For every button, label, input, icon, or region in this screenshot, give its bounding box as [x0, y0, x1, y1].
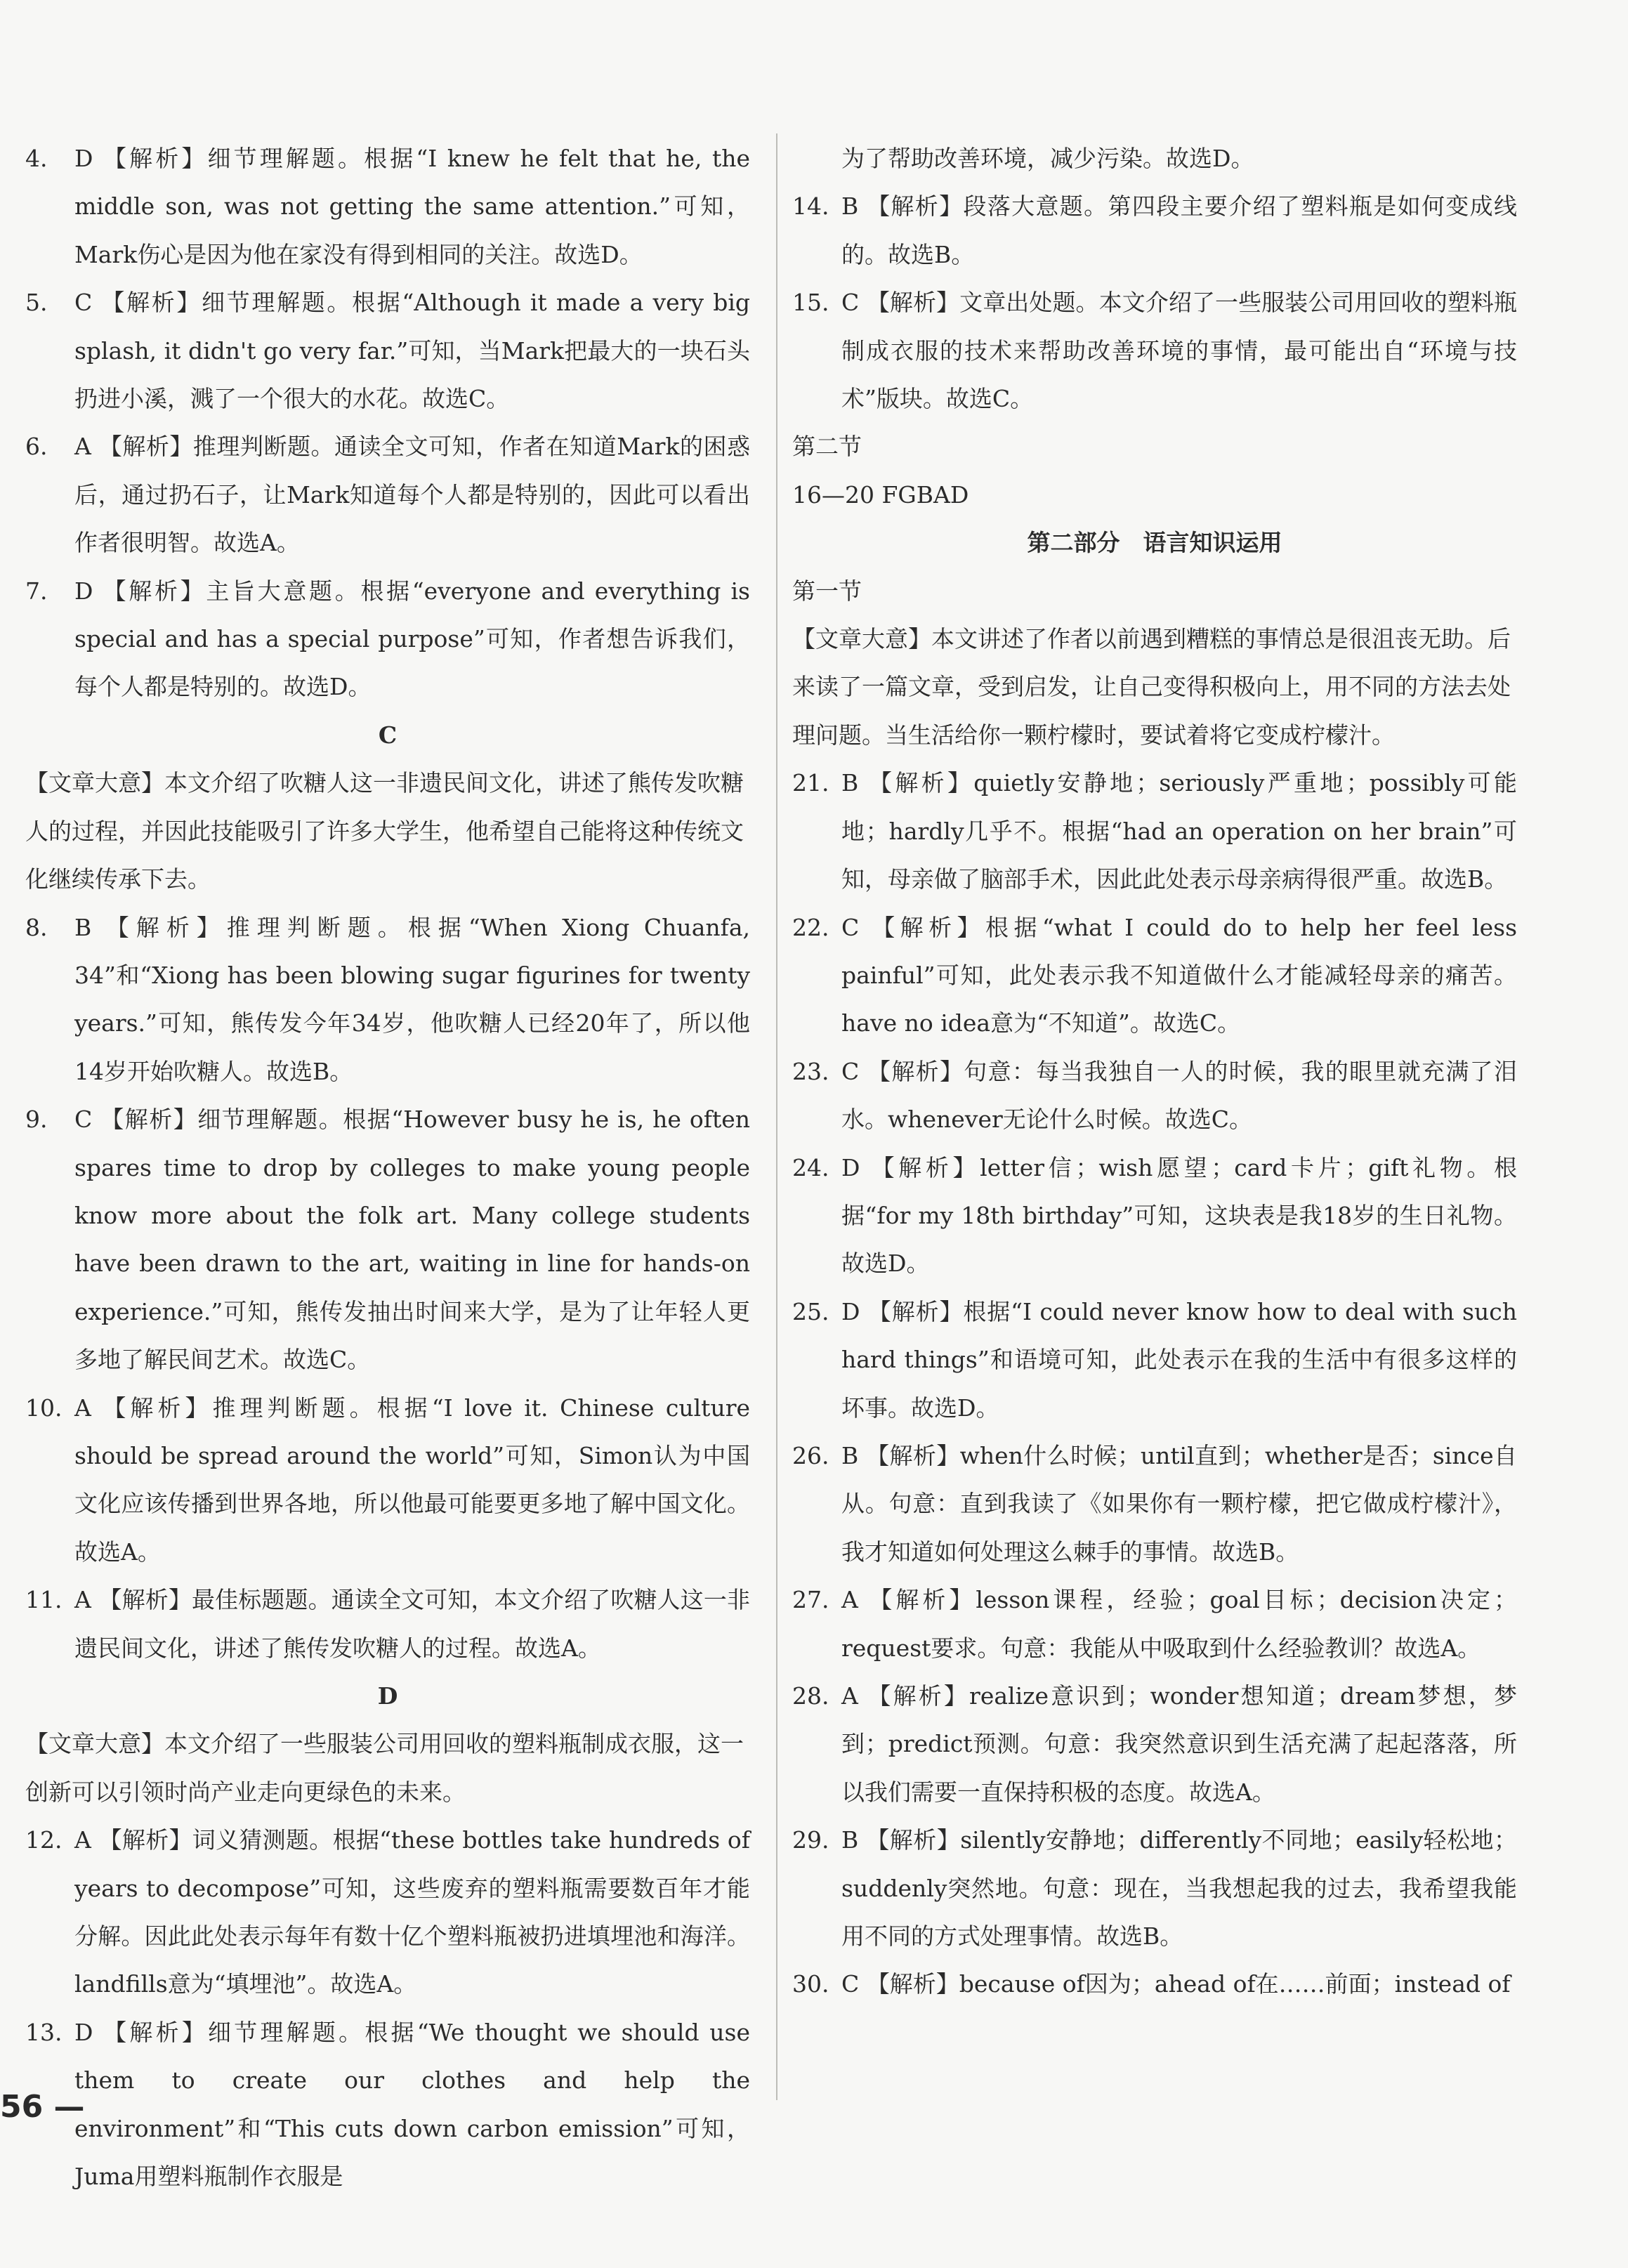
answer-number: 10.: [25, 1394, 63, 1422]
cloze-items: [792, 759, 1517, 2009]
answer-item: [792, 1288, 1517, 1432]
section2-label: 第二节: [792, 433, 862, 461]
answer-item: [25, 1576, 750, 1672]
answer-item: [25, 279, 750, 423]
answer-number: 15.: [792, 289, 829, 317]
left-items-group: [25, 135, 750, 712]
column-divider: [776, 133, 777, 2100]
answer-item: [792, 759, 1517, 903]
answer-item: [25, 1096, 750, 1384]
section1-label: 第一节: [792, 577, 862, 605]
answer-text: A 【解析】推理判断题。根据“I love it. Chinese culture should be spread around the world”可知，Simon认为中国文化应该传播到世界各地，所以他最可能要更多地了解中国文化。故选A。: [74, 1394, 750, 1566]
section-c-items: [25, 904, 750, 1673]
continuation-text: 为了帮助改善环境，减少污染。故选D。: [841, 145, 1254, 172]
answer-number: 29.: [792, 1826, 829, 1854]
answer-number: 8.: [25, 913, 48, 941]
answer-number: 14.: [792, 192, 829, 221]
answer-item: [25, 1384, 750, 1577]
section-d-items: [25, 1816, 750, 2201]
section-c-heading: C: [378, 721, 398, 749]
answer-item: [25, 568, 750, 712]
answer-number: 30.: [792, 1970, 829, 1998]
answer-item: [792, 1816, 1517, 1960]
page-number: 56 —: [0, 2089, 85, 2125]
answer-number: 27.: [792, 1586, 829, 1614]
answer-number: 24.: [792, 1153, 829, 1181]
answer-number: 7.: [25, 577, 48, 605]
section-d-summary: 【文章大意】本文介绍了一些服装公司用回收的塑料瓶制成衣服，这一创新可以引领时尚产业走向更绿色的未来。: [25, 1730, 744, 1806]
cloze-summary: 【文章大意】本文讲述了作者以前遇到糟糕的事情总是很沮丧无助。后来读了一篇文章，受到启发，让自己变得积极向上，用不同的方法去处理问题。当生活给你一颗柠檬时，要试着将它变成柠檬汁。: [792, 625, 1511, 749]
answer-number: 4.: [25, 145, 48, 172]
answer-text: D 【解析】根据“I could never know how to deal with such hard things”和语境可知，此处表示在我的生活中有很多这样的坏事。故选D。: [841, 1297, 1517, 1422]
answer-number: 23.: [792, 1057, 829, 1085]
answer-number: 22.: [792, 913, 829, 941]
answer-text: D 【解析】细节理解题。根据“We thought we should use them to create our clothes and help the environment”和“This cuts down carbon emission”可知，Juma用塑料瓶制作衣服是: [74, 2018, 750, 2191]
right-top-items: [792, 183, 1517, 423]
answer-text: A 【解析】词义猜测题。根据“these bottles take hundreds of years to decompose”可知，这些废弃的塑料瓶需要数百年才能分解。因此此处表示每年有数十亿个塑料瓶被扔进填埋池和海洋。landfills意为“填埋池”。故选A。: [74, 1826, 750, 1998]
answer-number: 11.: [25, 1586, 63, 1614]
answer-number: 5.: [25, 289, 48, 317]
answer-text: C 【解析】细节理解题。根据“Although it made a very big splash, it didn't go very far.”可知，当Mark把最大的一块石头扔进小溪，溅了一个很大的水花。故选C。: [74, 289, 750, 413]
answer-number: 6.: [25, 433, 48, 461]
answer-item: [25, 1816, 750, 2009]
answer-text: B 【解析】silently安静地；differently不同地；easily轻松地；suddenly突然地。句意：现在，当我想起我的过去，我希望我能用不同的方式处理事情。故选B。: [841, 1826, 1517, 1951]
answer-text: C 【解析】细节理解题。根据“However busy he is, he often spares time to drop by colleges to make young people know more about the folk art. Many college students have been drawn to the art, waiting in line for hands-on experience.”可知，熊传发抽出时间来大学，是为了让年轻人更多地了解民间艺术。故选C。: [74, 1106, 750, 1374]
answer-number: 12.: [25, 1826, 63, 1854]
answer-item: [792, 1672, 1517, 1816]
answer-number: 25.: [792, 1297, 829, 1325]
answer-text: A 【解析】推理判断题。通读全文可知，作者在知道Mark的困惑后，通过扔石子，让Mark知道每个人都是特别的，因此可以看出作者很明智。故选A。: [74, 433, 750, 557]
answer-number: 13.: [25, 2018, 63, 2046]
answer-item: [792, 1960, 1517, 2008]
answer-item: [792, 1576, 1517, 1672]
answer-item: [792, 279, 1517, 423]
section-d-heading: D: [377, 1682, 398, 1710]
answer-item: [25, 423, 750, 567]
answer-text: C 【解析】根据“what I could do to help her feel less painful”可知，此处表示我不知道做什么才能减轻母亲的痛苦。have no idea意为“不知道”。故选C。: [841, 913, 1517, 1037]
answer-item: [792, 1432, 1517, 1576]
section2-answers: 16—20 FGBAD: [792, 480, 969, 509]
right-column: [792, 135, 1517, 2009]
answer-text: D 【解析】细节理解题。根据“I knew he felt that he, the middle son, was not getting the same attention.”可知，Mark伤心是因为他在家没有得到相同的关注。故选D。: [74, 145, 750, 268]
left-column: [25, 135, 750, 2201]
answer-text: D 【解析】主旨大意题。根据“everyone and everything is special and has a special purpose”可知，作者想告诉我们，每个人都是特别的。故选D。: [74, 577, 750, 701]
answer-text: A 【解析】lesson课程，经验；goal目标；decision决定；request要求。句意：我能从中吸取到什么经验教训？故选A。: [841, 1586, 1517, 1662]
answer-text: B 【解析】推理判断题。根据“When Xiong Chuanfa, 34”和“Xiong has been blowing sugar figurines for twenty years.”可知，熊传发今年34岁，他吹糖人已经20年了，所以他14岁开始吹糖人。故选B。: [74, 913, 750, 1085]
answer-text: C 【解析】文章出处题。本文介绍了一些服装公司用回收的塑料瓶制成衣服的技术来帮助改善环境的事情，最可能出自“环境与技术”版块。故选C。: [841, 289, 1517, 413]
answer-text: C 【解析】句意：每当我独自一人的时候，我的眼里就充满了泪水。whenever无论什么时候。故选C。: [841, 1057, 1517, 1134]
answer-item: [25, 904, 750, 1096]
part2-title: 第二部分 语言知识运用: [1027, 529, 1282, 557]
answer-item: [792, 904, 1517, 1048]
answer-text: B 【解析】quietly安静地；seriously严重地；possibly可能地；hardly几乎不。根据“had an operation on her brain”可知，母亲做了脑部手术，因此此处表示母亲病得很严重。故选B。: [841, 769, 1517, 893]
answer-number: 9.: [25, 1106, 48, 1134]
answer-number: 26.: [792, 1441, 829, 1469]
answer-text: B 【解析】when什么时候；until直到；whether是否；since自从。句意：直到我读了《如果你有一颗柠檬，把它做成柠檬汁》，我才知道如何处理这么棘手的事情。故选B。: [841, 1441, 1517, 1566]
answer-text: A 【解析】最佳标题题。通读全文可知，本文介绍了吹糖人这一非遗民间文化，讲述了熊传发吹糖人的过程。故选A。: [74, 1586, 750, 1662]
answer-number: 21.: [792, 769, 829, 797]
answer-number: 28.: [792, 1682, 829, 1710]
answer-text: B 【解析】段落大意题。第四段主要介绍了塑料瓶是如何变成线的。故选B。: [841, 192, 1517, 268]
answer-item: [25, 135, 750, 279]
section-c-summary: 【文章大意】本文介绍了吹糖人这一非遗民间文化，讲述了熊传发吹糖人的过程，并因此技能吸引了许多大学生，他希望自己能将这种传统文化继续传承下去。: [25, 769, 744, 893]
answer-text: C 【解析】because of因为；ahead of在……前面；instead of: [841, 1970, 1511, 1998]
answer-item: [25, 2009, 750, 2201]
answer-text: A 【解析】realize意识到；wonder想知道；dream梦想，梦到；predict预测。句意：我突然意识到生活充满了起起落落，所以我们需要一直保持积极的态度。故选A。: [841, 1682, 1517, 1806]
answer-item: [792, 1048, 1517, 1144]
answer-text: D 【解析】letter信；wish愿望；card卡片；gift礼物。根据“for my 18th birthday”可知，这块表是我18岁的生日礼物。故选D。: [841, 1153, 1517, 1278]
answer-item: [792, 183, 1517, 279]
answer-item: [792, 1144, 1517, 1288]
